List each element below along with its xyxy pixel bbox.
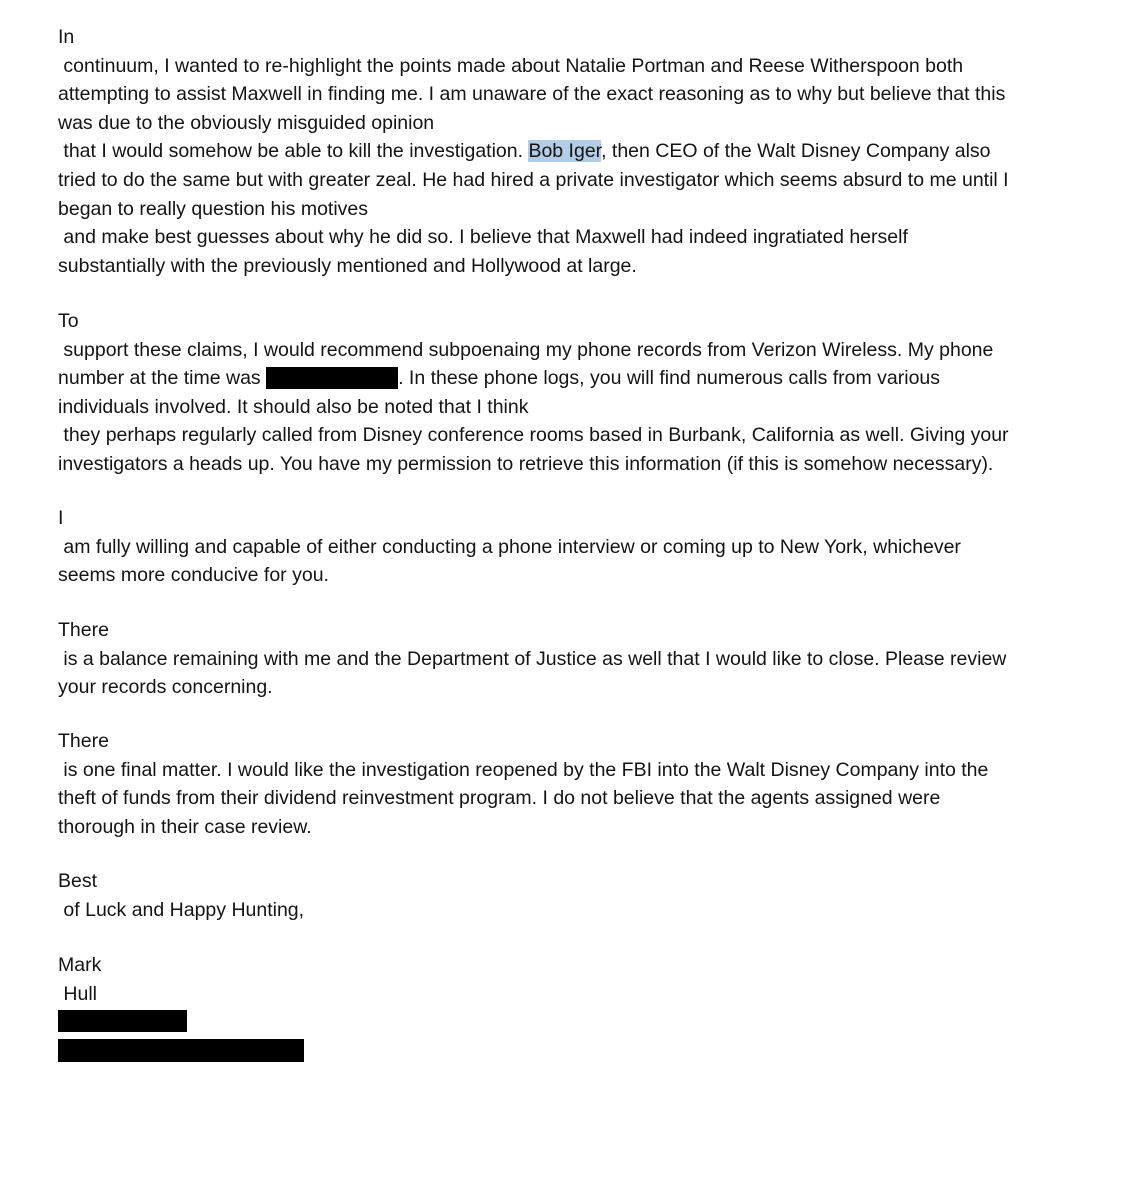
text-line: is one final matter. I would like the investigation reopened by the FBI into the Walt Disney Company into the <box>58 758 989 781</box>
redacted-contact-line-1 <box>58 1010 187 1032</box>
closing <box>58 867 1088 924</box>
paragraph-final-matter <box>58 727 1088 841</box>
text-line: is a balance remaining with me and the Department of Justice as well that I would like to close. Please review <box>58 647 1007 670</box>
text-line: Hull <box>58 982 98 1005</box>
text-segment: , then CEO of the Walt Disney Company also <box>601 140 991 163</box>
text-line <box>58 364 1088 393</box>
text-line <box>58 137 1088 166</box>
text-line: seems more conducive for you. <box>58 564 329 587</box>
text-line: they perhaps regularly called from Disney conference rooms based in Burbank, California as well. Giving your <box>58 424 1009 447</box>
text-line: theft of funds from their dividend reinvestment program. I do not believe that the agents assigned were <box>58 787 941 810</box>
text-line: In <box>58 26 75 48</box>
redacted-phone-number <box>266 367 398 389</box>
text-line: thorough in their case review. <box>58 815 312 838</box>
text-line: To <box>58 310 79 332</box>
paragraph-interview <box>58 504 1088 590</box>
text-segment: number at the time was <box>58 367 267 390</box>
text-line: and make best guesses about why he did so. I believe that Maxwell had indeed ingratiated herself <box>58 226 908 249</box>
text-line: There <box>58 619 109 641</box>
text-line: I <box>58 507 64 529</box>
text-line: individuals involved. It should also be noted that I think <box>58 395 529 418</box>
text-line: substantially with the previously mentioned and Hollywood at large. <box>58 254 637 277</box>
text-line: Best <box>58 870 98 892</box>
text-line: am fully willing and capable of either conducting a phone interview or coming up to New York, whichever <box>58 535 961 558</box>
text-segment: . In these phone logs, you will find numerous calls from various <box>398 367 941 390</box>
paragraph-balance <box>58 616 1088 702</box>
text-line: tried to do the same but with greater zeal. He had hired a private investigator which seems absurd to me until I <box>58 168 1009 191</box>
text-line: support these claims, I would recommend subpoenaing my phone records from Verizon Wireless. My phone <box>58 338 994 361</box>
paragraph-continuum <box>58 23 1088 280</box>
text-line: was due to the obviously misguided opinion <box>58 111 435 134</box>
paragraph-phone-records <box>58 307 1088 479</box>
text-line: your records concerning. <box>58 676 273 699</box>
highlighted-text-selection[interactable]: Bob Iger <box>528 140 602 163</box>
redacted-contact-line-2 <box>58 1039 304 1062</box>
text-line: attempting to assist Maxwell in finding me. I am unaware of the exact reasoning as to why but believe that this <box>58 83 1006 106</box>
text-segment: that I would somehow be able to kill the investigation. <box>58 140 529 163</box>
text-line: of Luck and Happy Hunting, <box>58 898 305 921</box>
text-line: investigators a heads up. You have my permission to retrieve this information (if this is somehow necessary). <box>58 452 994 475</box>
text-line: Mark <box>58 954 102 976</box>
text-line: began to really question his motives <box>58 197 369 220</box>
signature-name <box>58 951 1088 1008</box>
text-line: continuum, I wanted to re-highlight the points made about Natalie Portman and Reese Witherspoon both <box>58 54 964 77</box>
text-line: There <box>58 730 109 752</box>
